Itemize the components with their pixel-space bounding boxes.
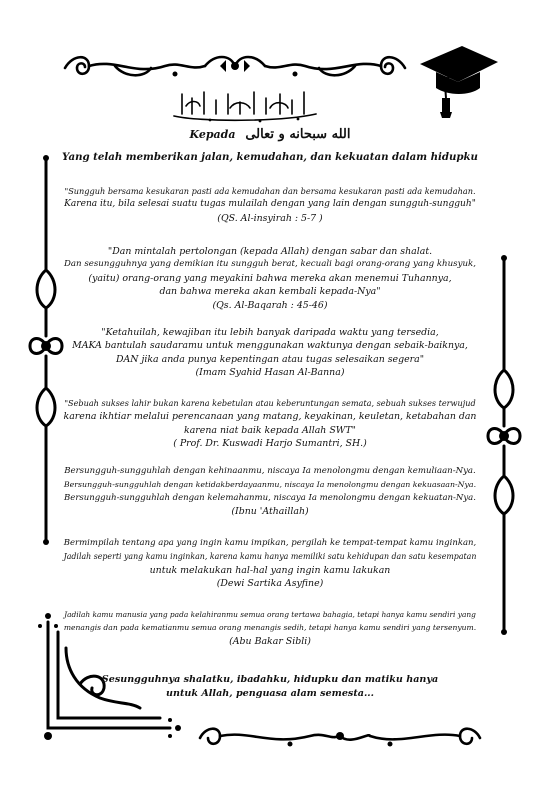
closing-line-2: untuk Allah, penguasa alam semesta...	[166, 688, 374, 699]
quote-line: karena niat baik kepada Allah SWT"	[184, 424, 356, 436]
quote-5	[60, 465, 480, 519]
bismillah-calligraphy	[170, 88, 320, 124]
bottom-ornament	[190, 720, 490, 754]
quote-line: DAN jika anda punya kepentingan atau tugas selesaikan segera"	[115, 353, 425, 365]
dedication-subtitle: Yang telah memberikan jalan, kemudahan, dan kekuatan dalam hidupku	[62, 151, 478, 163]
top-ornament	[55, 46, 415, 86]
quote-line: Jadilah kamu manusia yang pada kelahiranmu semua orang tertawa bahagia, tetapi hanya kamu sendiri yang	[64, 610, 476, 619]
quote-3	[60, 326, 480, 380]
quote-source: (Abu Bakar Sibli)	[229, 635, 311, 647]
quote-source: (QS. Al-insyirah : 5-7 )	[217, 212, 323, 224]
quote-source: (Ibnu 'Athaillah)	[231, 506, 309, 518]
closing-line-1: Sesungguhnya shalatku, ibadahku, hidupku dan matiku hanya	[101, 674, 439, 685]
quote-line: "Sungguh bersama kesukaran pasti ada kemudahan dan bersama kesukaran pasti ada kemudahan.	[64, 186, 476, 196]
quote-line: (yaitu) orang-orang yang meyakini bahwa mereka akan menemui Tuhannya,	[88, 272, 452, 284]
quote-source: ( Prof. Dr. Kuswadi Harjo Sumantri, SH.)	[173, 438, 367, 450]
quote-line: MAKA bantulah saudaramu untuk menggunakan waktunya dengan sebaik-baiknya,	[72, 340, 468, 352]
quote-line: untuk melakukan hal-hal yang ingin kamu lakukan	[149, 564, 391, 576]
quote-line: Bermimpilah tentang apa yang ingin kamu impikan, pergilah ke tempat-tempat kamu inginkan,	[63, 538, 477, 548]
quote-line: Bersungguh-sungguhlah dengan kelemahanmu, niscaya Ia menolongmu dengan kekuatan-Nya.	[64, 492, 476, 503]
graduation-cap-icon	[418, 42, 500, 120]
dedication-title	[60, 127, 480, 142]
quote-source: (Imam Syahid Hasan Al-Banna)	[195, 367, 345, 379]
quote-line: "Ketahuilah, kewajiban itu lebih banyak daripada waktu yang tersedia,	[101, 327, 439, 338]
right-border-ornament	[484, 250, 524, 640]
quote-line: Karena itu, bila selesai suatu tugas mulailah dengan yang lain dengan sungguh-sungguh"	[64, 199, 476, 210]
quote-line: "Dan mintalah pertolongan (kepada Allah) dengan sabar dan shalat.	[107, 246, 433, 257]
quote-line: Bersungguh-sungguhlah dengan kehinaanmu, niscaya Ia menolongmu dengan kemuliaan-Nya.	[64, 466, 476, 476]
quote-1	[60, 185, 480, 225]
quote-line: Dan sesungguhnya yang demikian itu sungguh berat, kecuali bagi orang-orang yang khusyuk,	[63, 259, 476, 270]
quote-2	[60, 245, 480, 312]
quote-source: (Qs. Al-Baqarah : 45-46)	[212, 299, 328, 311]
quote-source: (Dewi Sartika Asyfine)	[216, 578, 324, 590]
quote-line: Jadilah seperti yang kamu inginkan, karena kamu hanya memiliki satu kehidupan dan satu kesempatan	[63, 552, 477, 562]
closing-statement	[100, 673, 440, 701]
quote-line: Bersungguh-sungguhlah dengan ketidakberdayaanmu, niscaya Ia menolongmu dengan kekuasaan-Nya.	[63, 480, 477, 490]
arabic-allah-text: الله سبحانه و تعالى	[245, 127, 351, 142]
quote-6	[60, 537, 480, 591]
quote-line: menangis dan pada kematianmu semua orang menangis sedih, tetapi hanya kamu sendiri yang tersenyum.	[63, 623, 477, 633]
quote-line: karena ikhtiar melalui perencanaan yang matang, keyakinan, keuletan, ketabahan dan	[63, 411, 477, 423]
quote-7	[60, 608, 480, 648]
quote-4	[60, 397, 480, 451]
quote-line: "Sebuah sukses lahir bukan karena kebetulan atau keberuntungan semata, sebuah sukses terwujud	[64, 398, 476, 408]
kepada-label: Kepada	[189, 128, 236, 141]
quote-line: dan bahwa mereka akan kembali kepada-Nya"	[159, 286, 381, 298]
